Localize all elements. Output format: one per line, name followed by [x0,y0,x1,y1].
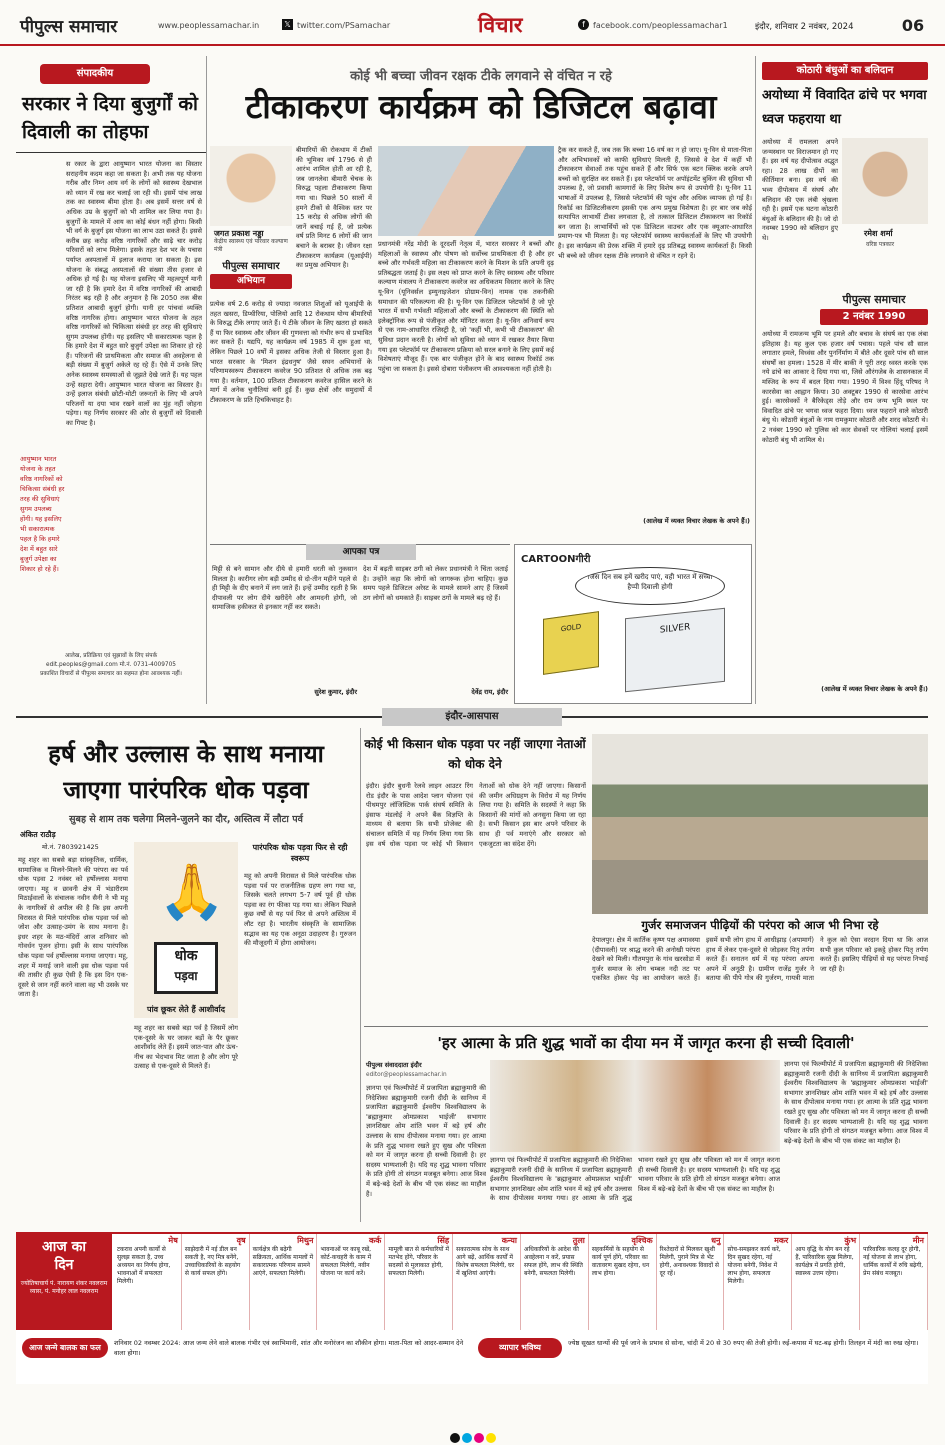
ayodhya-badge-brand: पीपुल्स समाचार [842,293,906,306]
cartoon-title: CARTOONगीरी [521,554,591,565]
diya-photo [490,1060,780,1152]
diya-body-lower: ज्ञानपा एवं फिल्मीपोर्ट में प्रजापिता ब्रह्माकुमारी की निदेशिका ब्रह्माकुमारी रजनी दीदी के सानिध्य में प्रजापिता ब्रह्माकुमारी ईश्वरीय विश्वविद्यालय के 'ब्रह्माकुमार ओमप्रकाश भाईजी' सभागार ज्ञानशिखर ओम शांति भवन में बड़े हर्ष और उल्लास के साथ दीपोत्सव मनाया गया। हर आत्मा के प्रति शुद्ध भावना रखते हुए सुख और पवित्रता को मन में जागृत करना ही सच्ची दिवाली है। हर सदस्य भाग्यशाली है। यदि यह शुद्ध भावना परिवार के प्रति होगी तो संगठन मजबूत बनेगा। आज विश्व में बढ़े-बढ़े देशों के बीच भी एक संकट का माहौल है। [490,1156,780,1203]
cartoon-box [514,544,752,704]
twitter-link[interactable]: twitter.com/PSamachar [297,21,391,30]
horoscope-title-box [16,1234,112,1330]
masthead [0,10,945,46]
dhok-caption: पांव छूकर लेते हैं आशीर्वाद [147,1005,225,1014]
diya-headline: 'हर आत्मा के प्रति शुद्ध भावों का दीया मन में जागृत करना ही सच्ची दिवाली' [437,1034,855,1052]
letters-col2: देश में बढ़ती साइबर ठगी को लेकर प्रधानमंत्री ने चिंता जताई है। उन्होंने कहा कि लोगों को जागरूक होना चाहिए। कुछ समय पहले डिजिटल अरेस्ट के मामले सामने आए हैं जिसमें ठग लोगों को धमकाते हैं। साइबर ठगों के मामले बढ़ रहे हैं। [363,565,508,602]
brand-logo: पीपुल्स समाचार [20,17,118,37]
zodiac-cell [792,1234,860,1330]
editorial-footer: आलेख, प्रतिक्रिया एवं सुझावों के लिए संपर्क edit.peoples@gmail.com मो.नं. 0731-4009705 प्रकाशित विचारों से पीपुल्स समाचार का सहमत होना आवश्यक नहीं। [40,653,182,677]
ayodhya-author-photo [842,138,928,224]
dhok-box [154,942,218,994]
section-title: विचार [478,13,523,37]
zodiac-cell [318,1234,386,1330]
horoscope-grid [114,1234,928,1330]
zodiac-text: साझेदारी में नई डील बन सकती है, नए मित्र बनेंगे, उच्चाधिकारियों के सहयोग से कार्य सफल होंगे। [184,1246,241,1277]
dhok-side-kicker: पारंपरिक धोक पड़वा फिर से रही स्वरूप [252,843,348,863]
zodiac-cell [182,1234,250,1330]
author-photo [210,146,292,226]
zodiac-text: अधिकारियों के आदेश की अवहेलना न करें, प्रयास सफल होंगे, लाभ की स्थिति बनेगी, सफलता मिलेगी। [524,1246,583,1277]
zodiac-text: सहकर्मियों के सहयोग से कार्य पूर्ण होंगे, परिवार का वातावरण सुखद रहेगा, धन लाभ होगा। [591,1246,650,1277]
cartoon-bubble: जिस दिन सब हमें खरीद पाएं, वही भारत में सच्ची हैप्पी दिवाली होगी [575,567,725,605]
astrologer: ज्योतिषाचार्य पं. नारायण शंकर नवलराम व्यास, पं. मनोहर लाल नवलराम [20,1280,108,1295]
author-name: जगत प्रकाश नड्डा [214,229,264,238]
diya-byline: पीपुल्स संवाददाता इंदौर [366,1061,422,1069]
ayodhya-headline: अयोध्या में विवादित ढांचे पर भगवा ध्वज फहराया था [762,88,927,127]
zodiac-text: टकराव अपनी कार्यों से सुलझ सकता है, उच्च अध्ययन का निर्णय होगा, भावनाओं में सफलता मिलेगी। [117,1246,171,1285]
ayodhya-author-name: रमेश शर्मा [864,229,893,238]
lead-kicker: कोई भी बच्चा जीवन रक्षक टीके लगवाने से वंचित न रहे [350,69,612,84]
dhok-headline: हर्ष और उल्लास के साथ मनाया जाएगा पारंपरिक धोक पड़वा [48,740,324,804]
zodiac-name: मीन [912,1236,924,1245]
campaign-badge [210,258,292,292]
zodiac-name: धनु [711,1236,721,1245]
section-band: इंदौर-आसपास [382,708,562,726]
zodiac-cell [453,1234,521,1330]
gold-bar [543,611,599,675]
website-link[interactable]: www.peoplessamachar.in [158,21,260,30]
zodiac-name: कर्क [369,1236,382,1245]
letters-col1: मिट्टी से बने सामान और दीये से हमारी धरती को नुकसान मिलता है। कारीगर लोग बड़ी उम्मीद से दो-तीन महीने पहले से ही मिट्टी के दीए बनाने में लग जाते हैं। इन्हें उम्मीद रहती है कि दीपावली पर लोग दीये खरीदेंगे और आमदनी होगी, जो सामाजिक हकीकत से इनकार नहीं कर सकते। [212,565,357,612]
zodiac-name: सिंह [437,1236,450,1245]
ayodhya-badge [820,292,928,325]
dhok-mobile: मो.नं. 7803921425 [42,843,99,851]
lead-col2: प्रधानमंत्री नरेंद्र मोदी के दूरदर्शी नेतृत्व में, भारत सरकार ने बच्चों और महिलाओं के स्वास्थ्य और पोषण को सर्वोच्च प्राथमिकता दी है और हर बच्चे और गर्भवती महिला का टीकाकरण करने के मिशन के प्रति अपनी दृढ़ प्रतिबद्धता जताई है। इस लक्ष्य को प्राप्त करने के लिए स्वास्थ्य और परिवार कल्याण मंत्रालय ने टीकाकरण कवरेज का अधिकतम विस्तार करने के लिए यू-विन (यूनिवर्सल इम्युनाइजेशन प्रोग्राम-विन) नामक एक तकनीकी समाधान की परिकल्पना की है। यू-विन एक डिजिटल प्लेटफॉर्म है जो पूरे भारत में सभी गर्भवती महिलाओं और बच्चों के टीकाकरण की स्थिति को इलेक्ट्रॉनिक रूप से पंजीकृत और मॉनिटर करता है। यू-विन अनिवार्य रूप से एक नाम-आधारित रजिस्ट्री है, जो 'कहीं भी, कभी भी टीकाकरण' की सुविधा प्रदान करती है। लोगों को सुविधा को ध्यान में रखकर तैयार किया गया इस प्लेटफॉर्म पर टीकाकरण प्रक्रिया को सरल बनाने के लिए इसमें कई विशेषताएं मौजूद हैं। एक बार पंजीकृत होने के बाद स्वास्थ्य रिकॉर्ड तक पहुंचा जा सकता है। इससे दोबारा पंजीकरण की आवश्यकता नहीं होती है। [378,240,554,373]
dhok-col3: महू शहर का सबसे बड़ा पर्व है जिसमें लोग एक-दूसरे के घर जाकर बड़ों के पैर छूकर आशीर्वाद लेते हैं। इसमें जात-पात और ऊंच-नीच का भेदभाव मिट जाता है और लोग पूरे उत्साह से एक-दूसरे से मिलते हैं। [134,1024,238,1071]
zodiac-cell [589,1234,657,1330]
zodiac-cell [250,1234,318,1330]
zodiac-text: मामूली बात से कर्मचारियों में मतभेद होंगे, परिवार के सदस्यों से मुलाकात होगी, सफलता मिलेगी। [388,1246,449,1277]
letters-col2-sign: देवेंद्र राय, इंदौर [471,688,508,696]
facebook-icon: f [578,19,589,30]
zodiac-name: मकर [774,1236,789,1245]
silver-bar [625,608,725,693]
farmers-headline: कोई भी किसान धोक पड़वा पर नहीं जाएगा नेताओं को धोक देने [364,737,586,771]
zodiac-name: वृष [236,1236,246,1245]
farmers-body: इंदौर। इंदौर बुधनी रेलवे लाइन आउटर रिंग रोड इंदौर के पास आदेश प्लान योजना एवं पीथमपुर लॉजिस्टिक पार्क संघर्ष समिति के इंसाफ मंडलोई ने अपने बैंक विज्ञप्ति के माध्यम से बताया कि सभी प्रोजेक्ट की संचालन समिति में यह निर्णय लिया गया कि इस वर्ष धोक पड़वा पर कोई भी किसान नेताओं को धोक देने नहीं जाएगा। किसानों की जमीन अधिग्रहण के विरोध में यह निर्णय लिया गया है। समिति के सदस्यों ने कहा कि किसानों की मांगों को अनसुना किया जा रहा है। सभी किसान इस बार अपने परिवार के साथ ही पर्व मनाएंगे और सरकार को एकजुटता का संदेश देंगे। [366,782,586,848]
lead-headline: टीकाकरण कार्यक्रम को डिजिटल बढ़ावा [245,87,717,126]
dhok-subhead: सुबह से शाम तक चलेगा मिलने-जुलने का दौर, अस्तित्व में लौटा पर्व [69,814,303,825]
registration-marks [0,1428,945,1442]
child-title: आज जन्मे बालक का फल [22,1338,108,1358]
gurjar-body: देपालपुर। क्षेत्र में कार्तिक कृष्ण पक्ष अमावस्या (दीपावली) पर श्राद्ध करने की अनोखी परंपरा देखने को मिली। गौतमपुरा के गांव खरसोडा में गुर्जर समाज के लोग चम्बल नदी तट पर एकत्रित होकर पेड़ का आयोजन करते हैं। इसमें सभी लोग हाथ में आधीझाड़ (अपामार्ग) हाथ में लेकर एक-दूसरे से जोड़कर पितृ तर्पण करते हैं। सनातन धर्म में यह परंपरा अपना अपने में अनूठी है। ग्रामीण राजेंद्र गुर्जर ने बताया की पीपे गोत्र की गुर्जरण, गायत्री माता ने कुल को ऐसा वरदान दिया था कि आज सभी कुल परिवार को इकट्ठे होकर पितृ तर्पण करते हैं। इसलिए पीढ़ियों से यह परंपरा निभाई जा रही है। [592,936,928,983]
letters-title: आपका पत्र [306,544,416,560]
lead-col1-top: बीमारियों की रोकथाम में टीकों की भूमिका वर्ष 1796 से ही आरंभ शामिल होती आ रही है, जब जानलेवा बीमारी चेचक के विरुद्ध पहला टीकाकरण किया गया था। पिछले 50 सालों में हमने टीकों से वैश्विक स्तर पर 15 करोड़ से अधिक लोगों की जानें बचाई गई हैं, जो प्रत्येक वर्ष प्रति मिनट 6 लोगों की जान बचाने के बराबर है। जीवन रक्षा टीकाकरण कार्यक्रम (यूआईपी) का प्रमुख अभियान है। [296,146,372,270]
diya-body: ज्ञानपा एवं फिल्मीपोर्ट में प्रजापिता ब्रह्माकुमारी की निदेशिका ब्रह्माकुमारी रजनी दीदी के सानिध्य में प्रजापिता ब्रह्माकुमारी ईश्वरीय विश्वविद्यालय के 'ब्रह्माकुमार ओमप्रकाश भाईजी' सभागार ज्ञानशिखर ओम शांति भवन में बड़े हर्ष और उल्लास के साथ दीपोत्सव मनाया गया। हर आत्मा के प्रति शुद्ध भावना रखते हुए सुख और पवित्रता को मन में जागृत करना ही सच्ची दिवाली है। हर सदस्य भाग्यशाली है। यदि यह शुद्ध भावना परिवार के प्रति होगी तो संगठन मजबूत बनेगा। आज विश्व में बढ़े-बढ़े देशों के बीच भी एक संकट का माहौल है। [366,1084,486,1198]
zodiac-text: रिश्तेदारों से मिलकर खुशी मिलेगी, पुराने मित्र से भेंट होगी, अनावश्यक विवादों से दूर रहें। [659,1246,719,1277]
lead-col3: ट्रैक कर सकते हैं, जब तक कि बच्चा 16 वर्ष का न हो जाए। यू-विन से माता-पिता और अभिभावकों को काफी सुविधाएं मिलती हैं, जिससे वे देश में कहीं भी टीकाकरण सेवाओं तक पहुंच सकते हैं और सिर्फ एक बटन क्लिक करके अपने बच्चों को सुरक्षित कर सकते हैं। इस प्लेटफॉर्म पर अपॉइंटमेंट बुकिंग की सुविधा भी उपलब्ध है, जो प्रवासी कामगारों के लिए विशेष रूप से उपयोगी है। यू-विन 11 भाषाओं में उपलब्ध है, जिससे प्लेटफॉर्म की पहुंच और अधिक व्यापक हो गई है। रिकॉर्ड का डिजिटलीकरण इसकी एक अन्य प्रमुख विशेषता है। हर बार जब कोई सत्यापित लाभार्थी टीका लगवाता है, तो तत्काल डिजिटल टीकाकरण का रिकॉर्ड बन जाता है। लाभार्थियों को एक डिजिटल वाउचर और एक क्यूआर-आधारित प्रमाण-पत्र भी मिलता है। यह प्लेटफॉर्म स्वास्थ्य कार्यकर्ताओं के लिए भी उपयोगी है। इस कार्यक्रम की प्रेरक शक्ति में हमारे दृढ़ प्रतिबद्ध स्वास्थ्य कार्यकर्ता हैं। किसी भी बच्चे को जीवन रक्षक टीके लगवाने से वंचित न रहने दें। [558,146,752,260]
page-number: 06 [901,16,925,35]
vaccination-photo [378,146,554,236]
ayodhya-intro: अयोध्या में रामलला अपने जन्मस्थान पर विराजमान हो गए हैं। इस वर्ष यह दीपोत्सव अद्भुत रहा। 28 लाख दीपों का कीर्तिमान बना। इस वर्ष की भव्य दीपोत्सव में संघर्ष और बलिदान की एक लंबी श्रृंखला रही है। इसमें एक घटना कोठारी बंधुओं के बलिदान की है। जो दो नवम्बर 1990 को बलिदान हुए थे। [762,138,838,242]
facebook-link[interactable]: facebook.com/peoplessamachar1 [593,21,728,30]
gurjar-headline: गुर्जर समाजजन पीढ़ियों की परंपरा को आज भी निभा रहे [641,918,879,932]
editorial-body: स रकार के द्वारा आयुष्मान भारत योजना का विस्तार सराहनीय कदम कहा जा सकता है। अभी तक यह योजना गरीब और निम्न आय वर्ग के लोगों को स्वास्थ्य देखभाल को ध्यान में रख कर चलाई जा रही थी। इसमें पांच लाख तक का स्वास्थ्य बीमा होता है। अब इसमें सत्तर वर्ष से अधिक उम्र के बुजुर्गों को भी शामिल कर लिया गया है। बुजुर्गों के मामले में आय का कोई बंधन नहीं होगा। किसी भी वर्ग के बुजुर्ग इस योजना का लाभ उठा सकते हैं। इससे करीब छह करोड़ वरिष्ठ नागरिकों और साढ़े चार करोड़ परिवारों को लाभ मिलेगा। इसके तहत देश भर के पचास पर्याप्त अस्पतालों में इलाज कराया जा सकता है। इस योजना के संबद्ध अस्पतालों की संख्या तीस हजार से अधिक हो गई है। यह योजना इसलिए भी महत्वपूर्ण मानी जा रही है कि हमारे देश में वरिष्ठ नागरिकों की आबादी निरंतर बढ़ रही है और अनुमान है कि 2050 तक बीस प्रतिशत आबादी बुजुर्ग होगी। यानी हर पांचवां व्यक्ति वरिष्ठ नागरिक होगा। आयुष्मान भारत योजना के तहत वरिष्ठ नागरिकों को चिकित्सा संबंधी हर तरह की सुविधाएं सुगम उपलब्ध होंगी। यह इसलिए भी सकारात्मक पहल है कि हमारे देश में बहुत सारे बुजुर्ग उपेक्षा का शिकार हो रहे हैं। परिजनों की प्राथमिकता और समाज की अवहेलना से बड़ी संख्या में बुजुर्ग अकेले रह रहे हैं। ऐसे में उनके लिए अनेक स्वास्थ्य समस्याओं से जूझते देखे जाते हैं। यह पहल उन्हें सहारा देगी। आयुष्मान भारत योजना का विस्तार है। उन्हें इलाज संबंधी छोटी-मोटी जरूरतों के लिए भी अपने परिजनों या दया भाव रखने वालों का मुंह नहीं जोहना पड़ेगा। यह निर्णय सरकार की ओर से बुजुर्गों को दिवाली का गिफ्ट है। [66,160,202,428]
zodiac-name: मेष [168,1236,178,1245]
market-title: व्यापार भविष्य [478,1338,562,1358]
dateline: इंदौर, शनिवार 2 नवंबर, 2024 [755,22,854,32]
horoscope-strip [16,1232,928,1384]
gold-label: GOLD [560,622,582,634]
zodiac-name: कन्या [501,1236,517,1245]
ayodhya-footer: (आलेख में व्यक्त विचार लेखक के अपने हैं।) [821,685,928,693]
ayodhya-body: अयोध्या में रामजन्म भूमि पर हमले और बचाव के संघर्ष का एक लंबा इतिहास है। यह कुल एक हजार वर्ष पचास। पहले पांच सौ साल लगातार हमले, विध्वंस और पुनर्निर्माण में बीते और दूसरे पांच सौ साल संघर्षों का हमला। 1528 में मीर बाकी ने पूरी तरह ध्वस्त करके एक नये ढांचे का आकार दे दिया गया था, जिसे औरंगजेब के शासनकाल में मस्जिद के रूप में बदल दिया गया। 1990 में विश्व हिंदू परिषद ने कारसेवा का आह्वान किया। 30 अक्टूबर 1990 से कारसेवा आरंभ हुई। कारसेवकों ने बैरिकेड्स तोड़े और राम जन्म भूमि स्थल पर विवादित ढांचे पर भगवा ध्वज फहरा दिया। ध्वज फहराने वाले कोठारी बंधु थे। कोठारी बंधुओं के नाम रामकुमार कोठारी और शरद कोठारी थे। 2 नवंबर 1990 को पुलिस को कार सेवकों पर गोलियां चलाई इसमें कोठारी बंधु भी शामिल थे। [762,330,928,444]
dhok-box-label2: पड़वा [174,969,198,983]
author-role: केंद्रीय स्वास्थ्य एवं परिवार कल्याण मंत्री [214,238,288,253]
zodiac-cell [860,1234,928,1330]
diya-body-right: ज्ञानपा एवं फिल्मीपोर्ट में प्रजापिता ब्रह्माकुमारी की निदेशिका ब्रह्माकुमारी रजनी दीदी के सानिध्य में प्रजापिता ब्रह्माकुमारी ईश्वरीय विश्वविद्यालय के 'ब्रह्माकुमार ओमप्रकाश भाईजी' सभागार ज्ञानशिखर ओम शांति भवन में बड़े हर्ष और उल्लास के साथ दीपोत्सव मनाया गया। हर आत्मा के प्रति शुद्ध भावना रखते हुए सुख और पवित्रता को मन में जागृत करना ही सच्ची दिवाली है। हर सदस्य भाग्यशाली है। यदि यह शुद्ध भावना परिवार के प्रति होगी तो संगठन मजबूत बनेगा। आज विश्व में बढ़े-बढ़े देशों के बीच भी एक संकट का माहौल है। [784,1060,928,1145]
badge-brand: पीपुल्स समाचार [222,261,280,272]
diya-email: editor@peoplessamachar.in [366,1072,447,1078]
editorial-column [16,56,206,696]
zodiac-cell [114,1234,182,1330]
editorial-headline: सरकार ने दिया बुजुर्गों को दिवाली का तोहफा [22,93,198,143]
dhok-col2: महू को अपनी विरासत से मिले पारंपरिक धोक पड़वा पर्व पर राजनीतिक ग्रहण लग गया था, जिसके चलते लगभग 5-7 वर्ष पूर्व ही धोक पड़वा का रंग फीका पड़ गया था। लेकिन पिछले कुछ वर्षों से यह पर्व फिर से अपने अस्तित्व में लौट रहा है। भारतीय संस्कृति के सामाजिक सद्भाव का यह एक अनूठा उदाहरण है। गुरुजन की मौजूदगी में होगा आयोजन। [244,872,356,948]
lead-col3-footer: (आलेख में व्यक्त विचार लेखक के अपने हैं।) [643,517,750,525]
dhok-col1: महू शहर का सबसे बड़ा सांस्कृतिक, धार्मिक, सामाजिक व मिलने-मिलने की परंपरा का पर्व धोक पड़वा 2 नवंबर को हर्षोल्लास मनाया जाएगा। महू व छावनी क्षेत्र में भंडारीराम मिठाईवालों के संचालक नवीन सैनी ने भी महू के नागरिकों से अपील की है कि इस अपनी विरासत से मिले पारंपरिक धोक पड़वा पर्व को जोश और उत्साह-उमंग के साथ मनाना है। इधर शहर के मठ-मंदिरों आज शनिवार को गोवर्धन पूजन होगा। इसी के साथ पारंपरिक धोक पड़वा पर्व हर्षोल्लास मनाया जाएगा। महू, शहर में मनाई जाने वाली इस धोक पड़वा पर्व की तासीर ही कुछ ऐसी है कि इस दिन एक-दूसरे से जान नहीं करने वाला वह भी उसके घर जाता है। [18,856,128,999]
zodiac-text: आय वृद्धि के योग बन रहे हैं, पारिवारिक सुख मिलेगा, कार्यक्षेत्र में प्रगति होगी, स्वास्थ्य उत्तम रहेगा। [795,1246,854,1277]
letters-box [210,544,510,704]
zodiac-text: सकारात्मक सोच के साथ आगे बढ़ें, आर्थिक कार्यों में विशेष सफलता मिलेगी, घर में खुशियां आएंगी। [456,1246,515,1277]
zodiac-name: तुला [572,1236,585,1245]
dhok-box-label1: धोक [174,948,198,964]
market-text: ज्येष्ठ सूखत धान्यों की पूर्व जाने के प्रभाव से सोना, चांदी में 20 से 30 रुपए की तेजी होगी। रुई-कपास में घट-बढ़ होगी। तिलहन में मंदी का रुख रहेगा। [568,1339,919,1347]
zodiac-cell [521,1234,589,1330]
lead-col1-bottom: प्रत्येक वर्ष 2.6 करोड़ से ज्यादा नवजात शिशुओं को यूआईपी के तहत खसरा, डिप्थीरिया, पोलियो आदि 12 रोकथाम योग्य बीमारियों के विरुद्ध टीके लगाए जाते हैं। ये टीके जीवन के लिए खतरा हो सकते हैं या फिर स्वास्थ्य और जीवन की गुणवत्ता को गंभीर रूप से प्रभावित कर सकते हैं। यद्यपि, यह कार्यक्रम वर्ष 1985 में शुरू हुआ था, लेकिन पिछले 10 वर्षों में इसका अधिक तेजी से विस्तार हुआ है। भारत सरकार के 'मिशन इंद्रधनुष' जैसे सघन अभियानों के परिणामस्वरूप टीकाकरण कवरेज 90 प्रतिशत से अधिक तक बढ़ गया है। वर्तमान, 100 प्रतिशत टीकाकरण कवरेज हासिल करने के मार्ग में अनेक चुनौतियां बनी हुई हैं। कुछ क्षेत्रों और समुदायों में टीकाकरण के प्रति हिचकिचाहट है। [210,300,372,404]
horoscope-title: आज का दिन [42,1239,86,1273]
dhok-illustration [134,842,238,1018]
zodiac-text: कार्यक्षेत्र की बढ़ेगी सक्रियता, आर्थिक मामलों में सकारात्मक परिणाम सामने आएंगे, सफलता मिलेगी। [252,1246,314,1277]
dhok-byline: अंकित राठौड़ [20,830,56,839]
zodiac-name: मिथुन [297,1236,314,1245]
zodiac-text: पारिवारिक कलह दूर होगी, नई योजना से लाभ होगा, धार्मिक कार्यों में रुचि बढ़ेगी, प्रेम संबंध मजबूत। [863,1246,924,1277]
zodiac-text: सोच-समझकर कार्य करें, दिन सुखद रहेगा, नई योजना बनेगी, निवेश में लाभ होगा, सफलता मिलेगी। [727,1246,781,1285]
ayodhya-badge-date: 2 नवंबर 1990 [820,309,928,325]
badge-label: अभियान [210,274,292,289]
zodiac-cell [385,1234,453,1330]
gurjar-photo [592,734,928,914]
zodiac-name: कुंभ [844,1236,857,1245]
twitter-icon: 𝕏 [282,19,293,30]
zodiac-cell [657,1234,725,1330]
ayodhya-author-role: वरिष्ठ पत्रकार [866,241,895,248]
editorial-pullquote: आयुष्मान भारत योजना के तहत वरिष्ठ नागरिकों को चिकित्सा संबंधी हर तरह की सुविधाएं सुगम उपलब्ध होंगी। यह इसलिए भी सकारात्मक पहल है कि हमारे देश में बहुत सारे बुजुर्ग उपेक्षा का शिकार हो रहे हैं। [20,454,66,624]
zodiac-cell [725,1234,793,1330]
silver-label: SILVER [659,622,691,636]
child-text: शनिवार 02 नवम्बर 2024: आज जन्म लेने वाले बालक गंभीर एवं स्वाभिमानी, शांत और मनोरंजन का शौकीन होगा। माता-पिता को आदर-सम्मान देने वाला होगा। [114,1339,464,1357]
letters-col1-sign: सुरेश कुमार, इंदौर [314,688,357,696]
zodiac-name: वृश्चिक [631,1236,653,1245]
ayodhya-tag: कोठारी बंधुओं का बलिदान [762,62,928,80]
editorial-tag: संपादकीय [40,64,150,84]
namaste-icon: 🙏 [158,860,226,923]
zodiac-text: भावनाओं पर काबू रखें, कोर्ट-कचहरी के काम में सफलता मिलेगी, नवीन योजना पर कार्य करें। [320,1246,372,1277]
